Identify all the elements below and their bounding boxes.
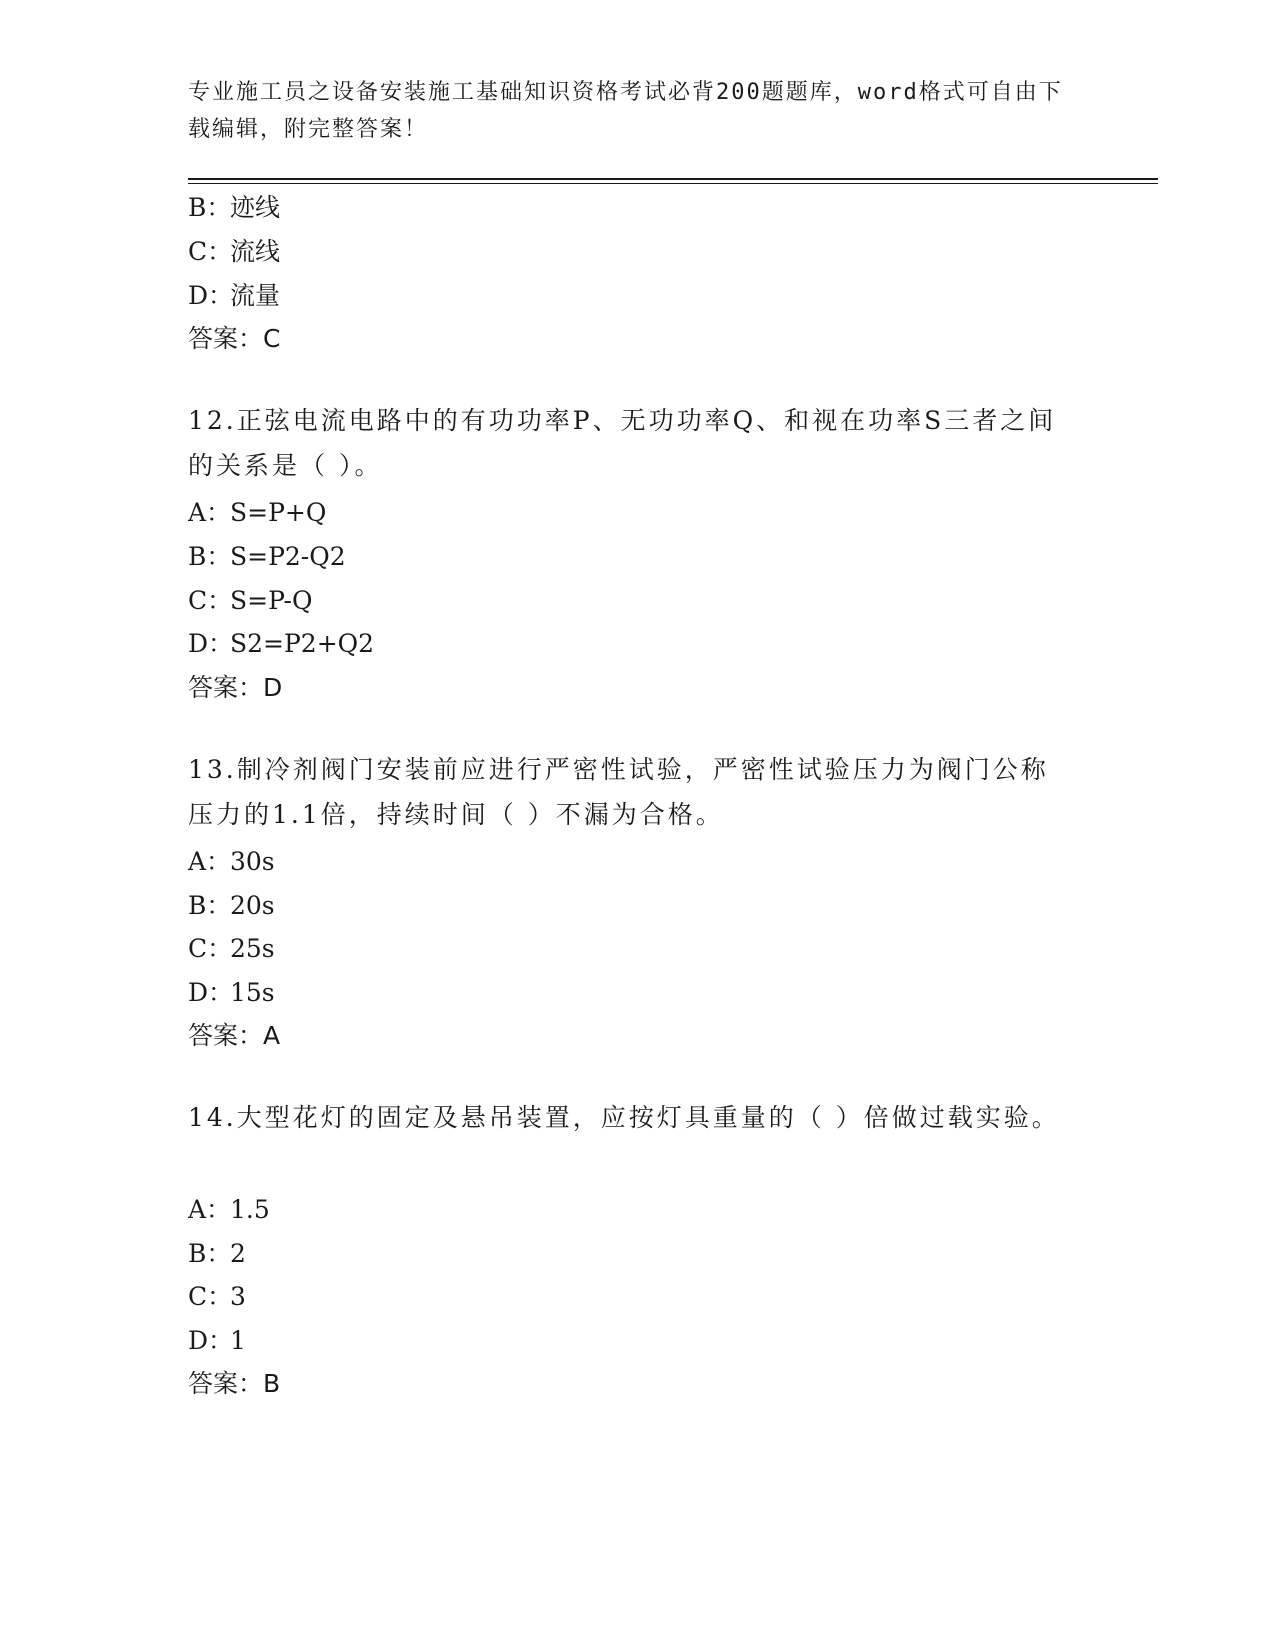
header-divider <box>188 178 1158 180</box>
question-14-text: 14.大型花灯的固定及悬吊装置，应按灯具重量的（ ）倍做过载实验。 <box>188 1103 1060 1132</box>
option-a: A：30s <box>188 847 275 876</box>
option-c: C：S=P-Q <box>188 586 313 615</box>
option-d: D：15s <box>188 978 275 1007</box>
option-b: B：S=P2-Q2 <box>188 542 346 571</box>
header-divider-thin <box>188 183 1158 184</box>
option-b: B：20s <box>188 891 275 920</box>
answer-line: 答案：D <box>188 673 283 702</box>
question-13-text: 13.制冷剂阀门安装前应进行严密性试验，严密性试验压力为阀门公称压力的1.1倍，持续时间（ ）不漏为合格。 <box>188 755 1049 829</box>
option-d: D：1 <box>188 1326 246 1355</box>
answer-line: 答案：C <box>188 324 281 353</box>
option-d: D：S2=P2+Q2 <box>188 629 375 658</box>
option-d: D：流量 <box>188 281 281 310</box>
option-b: B：2 <box>188 1239 246 1268</box>
option-a: A：S=P+Q <box>188 498 327 527</box>
answer-line: 答案：A <box>188 1021 281 1050</box>
option-b: B：迹线 <box>188 193 281 222</box>
document-header: 专业施工员之设备安装施工基础知识资格考试必背200题题库，word格式可自由下载编辑，附完整答案！ <box>188 80 1063 142</box>
option-c: C：3 <box>188 1282 246 1311</box>
question-12-text: 12.正弦电流电路中的有功功率P、无功功率Q、和视在功率S三者之间的关系是（ ）。 <box>188 406 1057 480</box>
answer-line: 答案：B <box>188 1369 281 1398</box>
option-c: C：流线 <box>188 237 281 266</box>
option-a: A：1.5 <box>188 1195 270 1224</box>
option-c: C：25s <box>188 934 275 963</box>
